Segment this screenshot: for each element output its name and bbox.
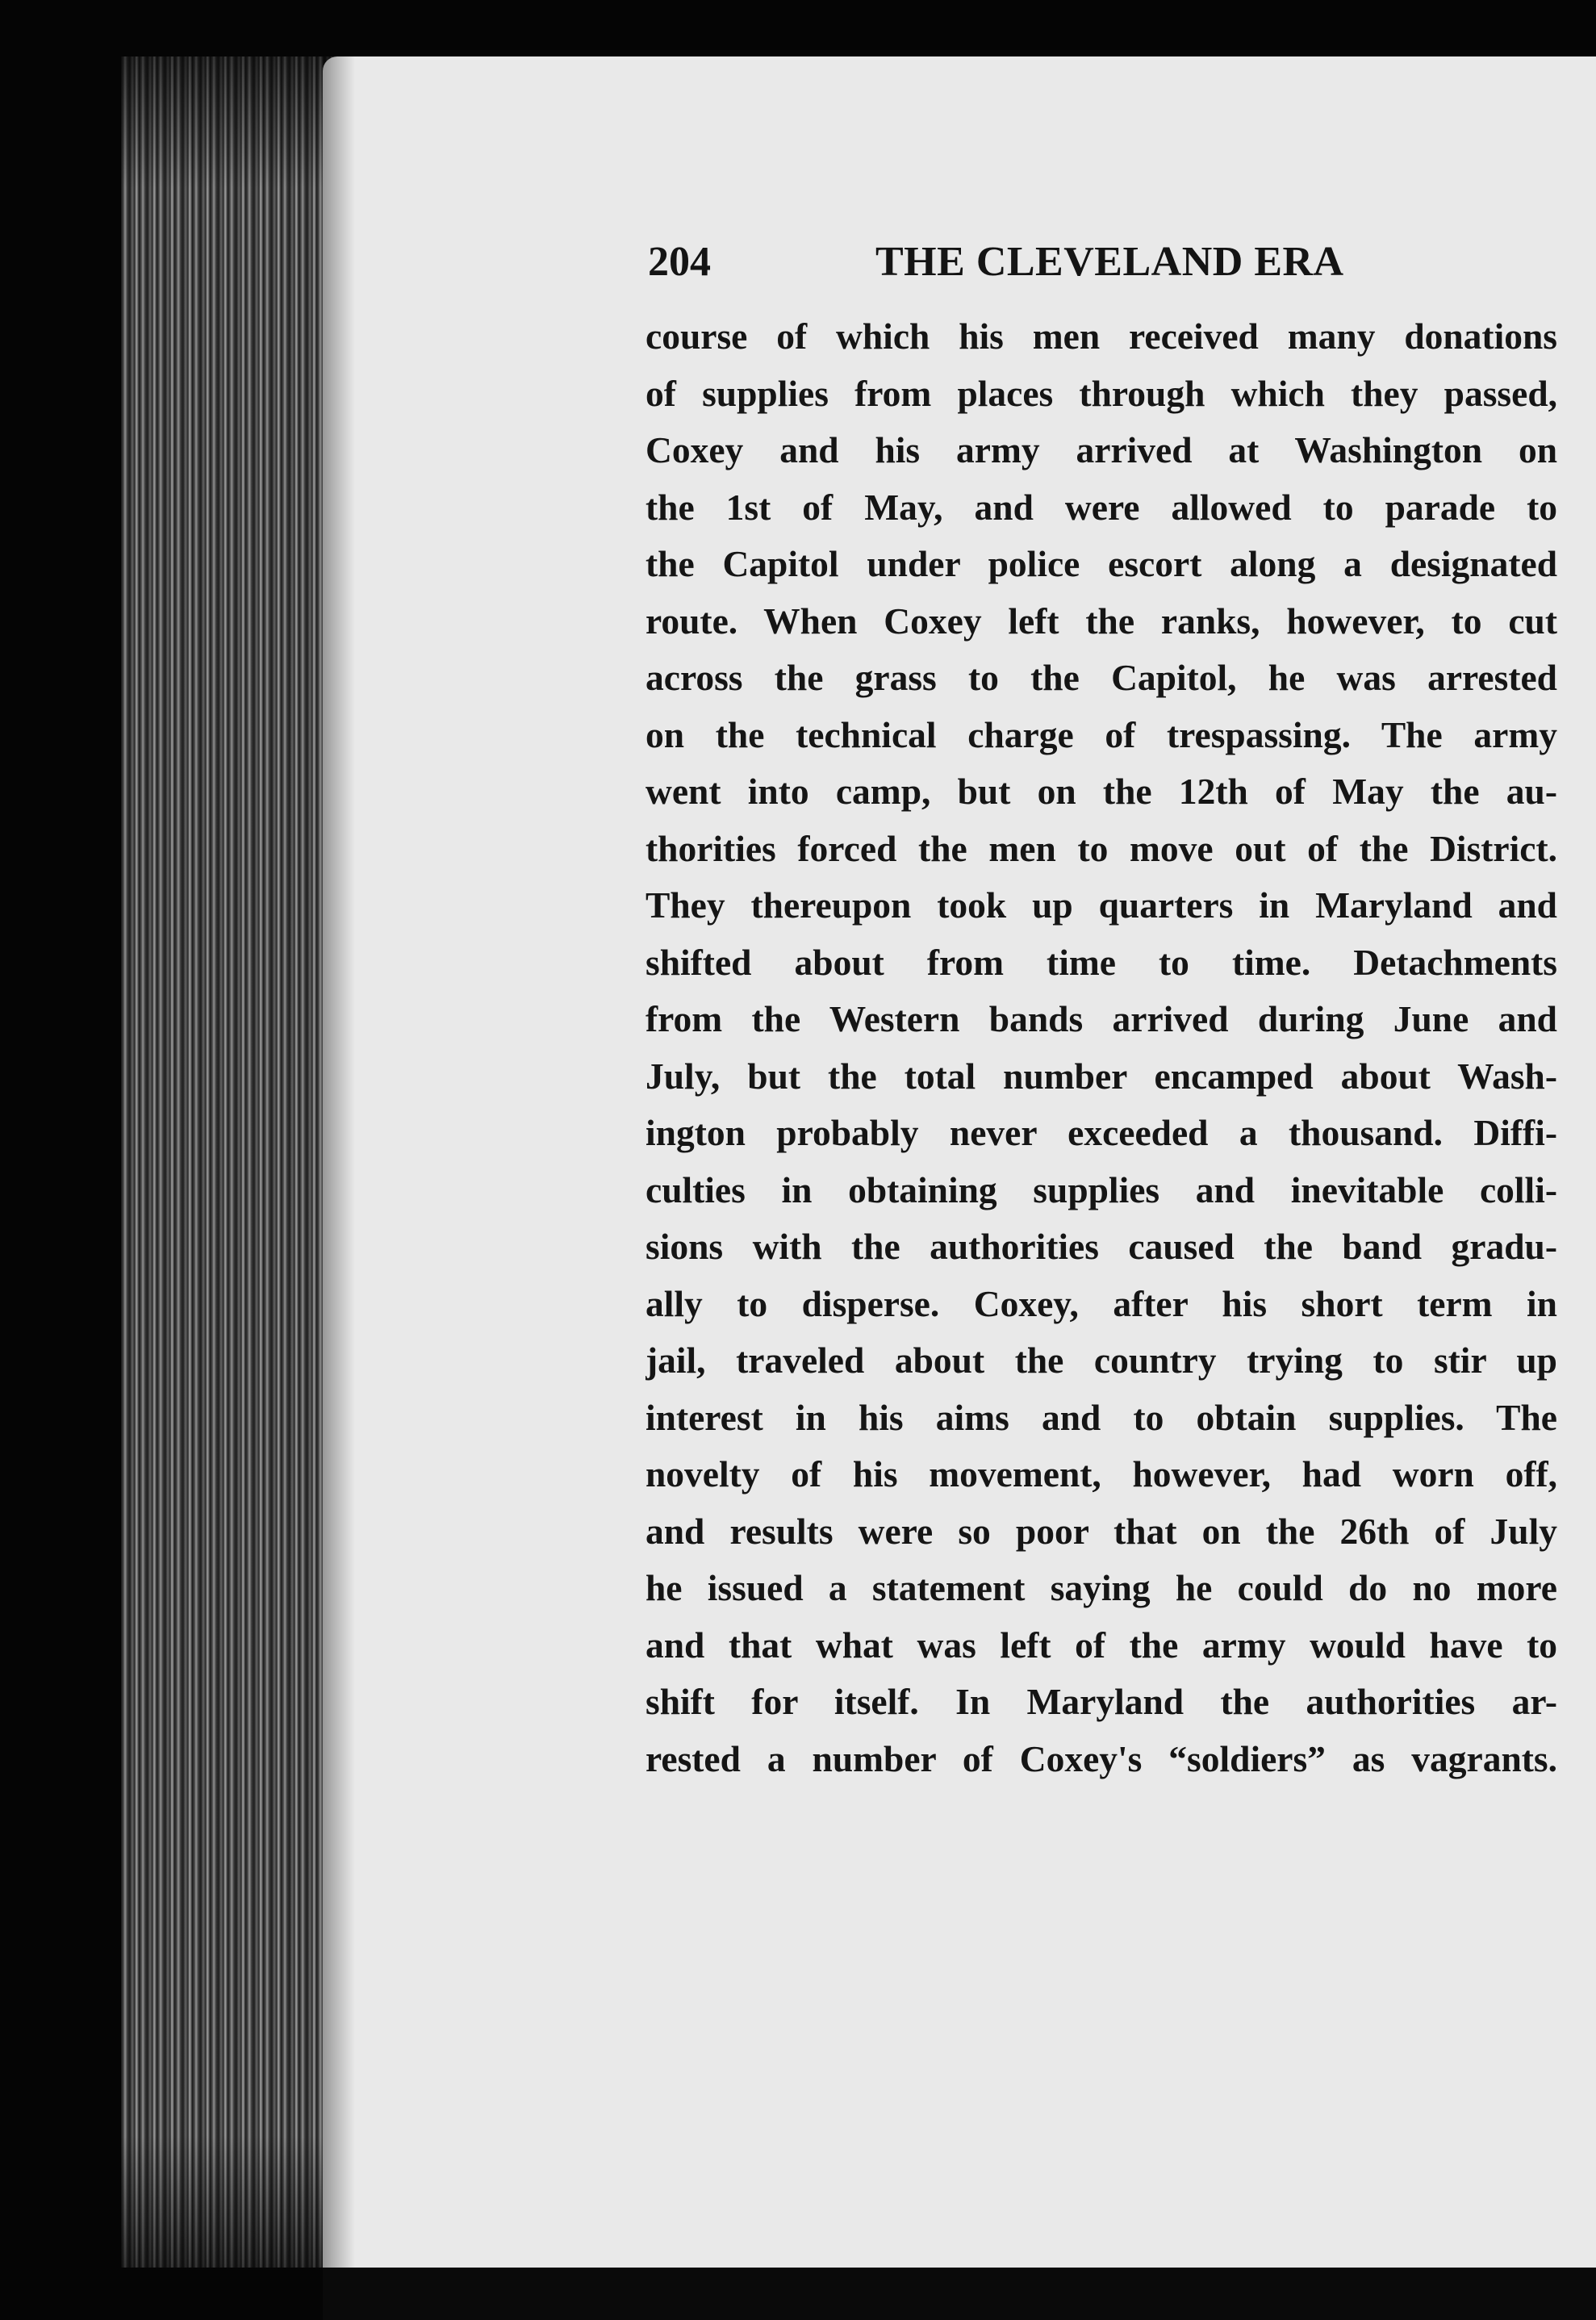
text-line: he issued a statement saying he could do no more — [646, 1567, 1557, 1608]
running-head — [648, 234, 1390, 291]
text-line: ally to disperse. Coxey, after his short term in — [646, 1282, 1557, 1324]
text-line: the Capitol under police escort along a designated — [646, 543, 1557, 584]
text-line: culties in obtaining supplies and inevitable colli- — [646, 1168, 1557, 1210]
text-line: and results were so poor that on the 26th of July — [646, 1510, 1557, 1552]
text-line: They thereupon took up quarters in Maryland and — [646, 884, 1557, 926]
text-line: sions with the authorities caused the band gradu- — [646, 1226, 1557, 1267]
scan-bottom-edge — [323, 2268, 1596, 2320]
text-line: across the grass to the Capitol, he was arrested — [646, 657, 1557, 698]
text-line: novelty of his movement, however, had worn off, — [646, 1453, 1557, 1494]
running-title: THE CLEVELAND ERA — [875, 239, 1344, 285]
body-text — [646, 308, 1557, 1787]
page-number: 204 — [648, 239, 711, 285]
text-line: thorities forced the men to move out of the District. — [646, 827, 1557, 869]
text-line: on the technical charge of trespassing. The army — [646, 713, 1557, 755]
text-line: the 1st of May, and were allowed to parade to — [646, 486, 1557, 528]
text-line: route. When Coxey left the ranks, however, to cut — [646, 600, 1557, 642]
text-line: course of which his men received many donations — [646, 316, 1557, 357]
text-line: ington probably never exceeded a thousand. Diffi- — [646, 1112, 1557, 1153]
text-line: Coxey and his army arrived at Washington on — [646, 429, 1557, 470]
gutter-shadow — [323, 56, 355, 2268]
text-line: and that what was left of the army would have to — [646, 1624, 1557, 1666]
text-line: from the Western bands arrived during June and — [646, 998, 1557, 1039]
text-line: shift for itself. In Maryland the authorities ar- — [646, 1681, 1557, 1722]
text-line: interest in his aims and to obtain supplies. The — [646, 1396, 1557, 1438]
book-page-edges — [121, 56, 339, 2268]
text-line: went into camp, but on the 12th of May the au- — [646, 771, 1557, 812]
text-line: shifted about from time to time. Detachments — [646, 941, 1557, 983]
text-line: of supplies from places through which they passed, — [646, 372, 1557, 414]
text-line: July, but the total number encamped about Wash- — [646, 1055, 1557, 1097]
text-line: jail, traveled about the country trying to stir up — [646, 1340, 1557, 1381]
text-line: rested a number of Coxey's “soldiers” as vagrants. — [646, 1737, 1557, 1779]
